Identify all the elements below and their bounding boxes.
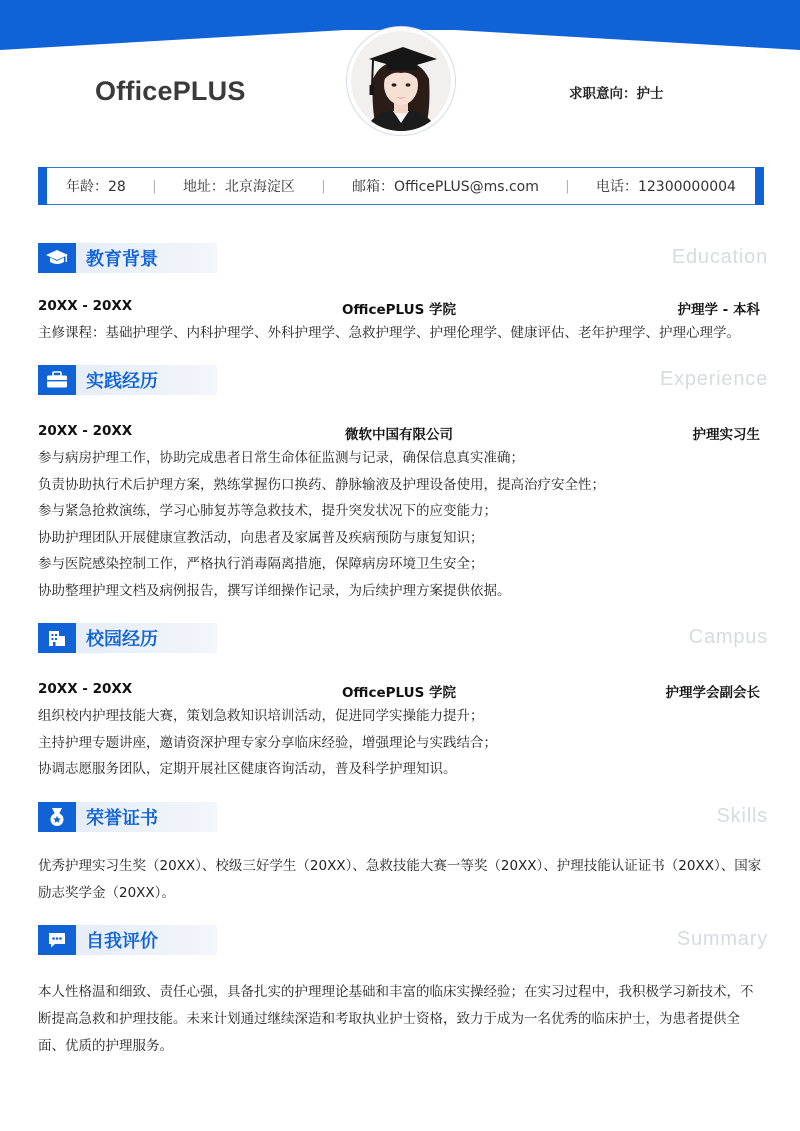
section-title: 实践经历: [76, 365, 217, 395]
summary-text: 本人性格温和细致、责任心强，具备扎实的护理理论基础和丰富的临床实操经验；在实习过程中，我积极学习新技术，不断提高急救和护理技能。未来计划通过继续深造和考取执业护士资格，致力于成为一名优秀的临床护士，为患者提供全面、优质的护理服务。: [38, 984, 754, 1054]
medal-icon: [38, 802, 76, 832]
education-school: OfficePLUS 学院: [341, 302, 457, 318]
contact-info-bar: [38, 167, 764, 205]
campus-school: OfficePLUS 学院: [341, 685, 457, 701]
list-item: 主持护理专题讲座，邀请资深护理专家分享临床经验，增强理论与实践结合；: [38, 734, 497, 751]
section-education-header: [38, 243, 768, 273]
section-title: 荣誉证书: [76, 802, 217, 832]
profile-photo: [351, 31, 451, 131]
section-experience-header: [38, 365, 768, 395]
education-major: 护理学 - 本科: [677, 302, 760, 318]
section-title-en: Skills: [716, 805, 768, 827]
honors-text: 优秀护理实习生奖（20XX）、校级三好学生（20XX）、急救技能大赛一等奖（20XX）、护理技能认证证书（20XX）、国家励志奖学金（20XX）。: [38, 858, 762, 901]
section-campus-header: [38, 623, 768, 653]
separator: |: [152, 178, 157, 194]
separator: |: [565, 178, 570, 194]
list-item: 协助整理护理文档及病例报告，撰写详细操作记录，为后续护理方案提供依据。: [38, 582, 511, 599]
experience-list: [38, 445, 764, 604]
campus-role: 护理学会副会长: [665, 685, 760, 701]
section-title: 校园经历: [76, 623, 217, 653]
section-summary-header: [38, 925, 768, 955]
section-honors-header: [38, 802, 768, 832]
list-item: 参与病房护理工作，协助完成患者日常生命体征监测与记录，确保信息真实准确；: [38, 450, 524, 466]
experience-period: 20XX - 20XX: [38, 423, 133, 439]
campus-period: 20XX - 20XX: [38, 681, 133, 697]
brand-logo-text: OfficePLUS: [95, 76, 246, 106]
section-title-en: Summary: [676, 928, 768, 950]
section-title-en: Experience: [659, 368, 768, 390]
experience-role: 护理实习生: [692, 427, 760, 443]
separator: |: [321, 178, 326, 194]
building-icon: [38, 623, 76, 653]
profile-photo-frame: [346, 26, 456, 136]
job-objective: 求职意向：护士: [569, 86, 664, 102]
list-item: 协助护理团队开展健康宣教活动，向患者及家属普及疾病预防与康复知识；: [38, 529, 484, 546]
campus-list: [38, 703, 764, 783]
education-details: [38, 320, 764, 347]
section-title-en: Education: [671, 246, 768, 268]
age-field: 年龄：28: [66, 179, 126, 195]
courses-text: 主修课程：基础护理学、内科护理学、外科护理学、急救护理学、护理伦理学、健康评估、老年护理学、护理心理学。: [38, 325, 740, 341]
briefcase-icon: [38, 365, 76, 395]
section-title-en: Campus: [688, 626, 768, 648]
list-item: 参与紧急抢救演练，学习心肺复苏等急救技术，提升突发状况下的应变能力；: [38, 503, 497, 519]
list-item: 组织校内护理技能大赛，策划急救知识培训活动，促进同学实操能力提升；: [38, 708, 484, 724]
address-field: 地址：北京海淀区: [182, 179, 295, 195]
education-period: 20XX - 20XX: [38, 298, 133, 314]
section-title: 教育背景: [76, 243, 217, 273]
list-item: 协调志愿服务团队，定期开展社区健康咨询活动，普及科学护理知识。: [38, 761, 457, 777]
section-title: 自我评价: [76, 925, 217, 955]
experience-company: 微软中国有限公司: [345, 427, 453, 443]
list-item: 参与医院感染控制工作，严格执行消毒隔离措施，保障病房环境卫生安全；: [38, 556, 484, 572]
phone-field: 电话：12300000004: [595, 179, 736, 195]
list-item: 负责协助执行术后护理方案，熟练掌握伤口换药、静脉输液及护理设备使用，提高治疗安全性；: [38, 476, 605, 493]
chat-bubble-icon: [38, 925, 76, 955]
graduation-cap-icon: [38, 243, 76, 273]
email-field: 邮箱：OfficePLUS@ms.com: [352, 179, 539, 195]
